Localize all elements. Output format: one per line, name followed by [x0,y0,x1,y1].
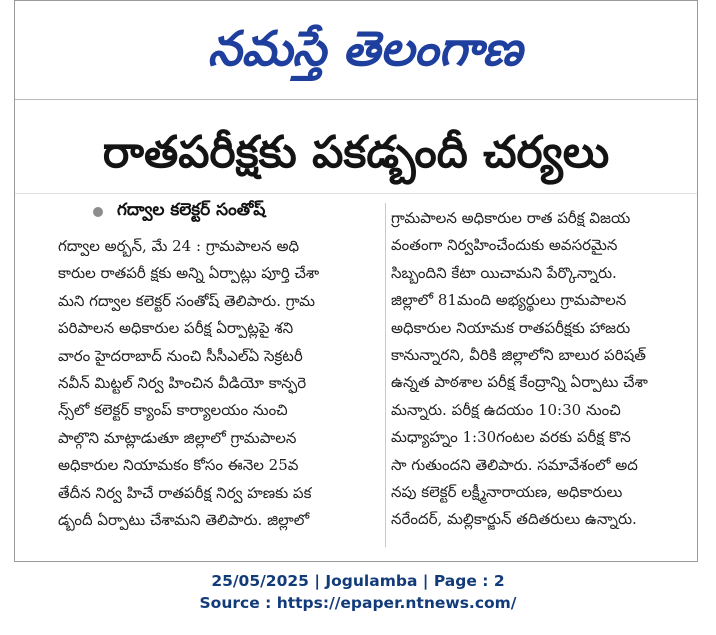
paragraph-line: న్స్‌లో కలెక్టర్ క్యాంప్ కార్యాలయం నుంచి [58,401,288,420]
paragraph-line: ఉన్నత పాఠశాల పరీక్ష కేంద్రాన్ని ఏర్పాటు చేశా [391,373,648,392]
paragraph-line: మని గద్వాల కలెక్టర్ సంతోష్ తెలిపారు. గ్రామ [58,291,315,310]
masthead [15,1,697,100]
source-url: Source : https://epaper.ntnews.com/ [199,594,517,612]
newspaper-clipping [14,0,698,562]
paragraph-line: గద్వాల అర్బన్, మే 24 : గ్రామపాలన అధి [58,237,300,255]
paragraph-line: నవీన్ మిట్టల్ నిర్వ హించిన వీడియో కాన్ఫరె [58,374,307,393]
column-divider [385,203,386,547]
paragraph-line: వంతంగా నిర్వహించేందుకు అవసరమైన [391,236,618,255]
paragraph-line: పాల్గొని మాట్లాడుతూ జిల్లాలో గ్రామపాలన [58,428,297,447]
right-column [391,205,687,534]
logo-text: నమస్తే తెలంగాణ [207,21,523,77]
bullet-icon [93,207,103,217]
paragraph-line: అధికారుల నియామక రాతపరీక్షకు హాజరు [391,318,631,337]
paragraph-line: తేదీన నిర్వ హిచే రాతపరీక్ష నిర్వ హణకు పక [58,483,312,502]
byline-text: గద్వాల కలెక్టర్ సంతోష్ [117,200,266,220]
paragraph-line: మధ్యాహ్నం 1:30గంటల వరకు పరీక్ష కొన [391,428,631,447]
paragraph-line: డ్బందీ ఏర్పాటు చేశామని తెలిపారు. జిల్లాలో [58,511,310,530]
paragraph-line: మన్నారు. పరీక్ష ఉదయం 10:30 నుంచి [391,400,621,419]
publication-info: 25/05/2025 | Jogulamba | Page : 2 [211,572,505,590]
paragraph-line: నరేందర్, మల్లికార్జున్ తదితరులు ఉన్నారు. [391,510,637,529]
paragraph-line: సిబ్బందిని కేటా యిచామని పేర్కొన్నారు. [391,263,617,282]
headline-divider [15,193,697,194]
paragraph-line: కానున్నారని, వీరికి జిల్లాలోని బాలుర పరిషత్ [391,346,646,365]
article-byline [93,199,265,225]
article-headline: రాతపరీక్షకు పకడ్బందీ చర్యలు [102,127,610,178]
paragraph-line: గ్రామపాలన అధికారుల రాత పరీక్ష విజయ [391,209,631,227]
paragraph-line: వారం హైదరాబాద్ నుంచి సీసీఎల్ఏ సెక్రటరీ [58,346,303,365]
newspaper-logo [165,9,565,85]
source-footer [0,570,716,614]
paragraph-line: అధికారుల నియామకం కోసం ఈనెల 25వ [58,456,299,475]
paragraph-line: నపు కలెక్టర్ లక్ష్మీనారాయణ, అధికారులు [391,483,623,502]
paragraph-line: పరిపాలన అధికారుల పరీక్ష ఏర్పాట్లపై శని [58,319,294,338]
left-column [58,233,380,534]
paragraph-line: కారుల రాతపరీ క్షకు అన్ని ఏర్పాట్లు పూర్తి చేశా [58,264,320,283]
paragraph-line: సా గుతుందని తెలిపారు. సమావేశంలో అద [391,455,638,474]
paragraph-line: జిల్లాలో 81మంది అభ్యర్థులు గ్రామపాలన [391,291,627,310]
